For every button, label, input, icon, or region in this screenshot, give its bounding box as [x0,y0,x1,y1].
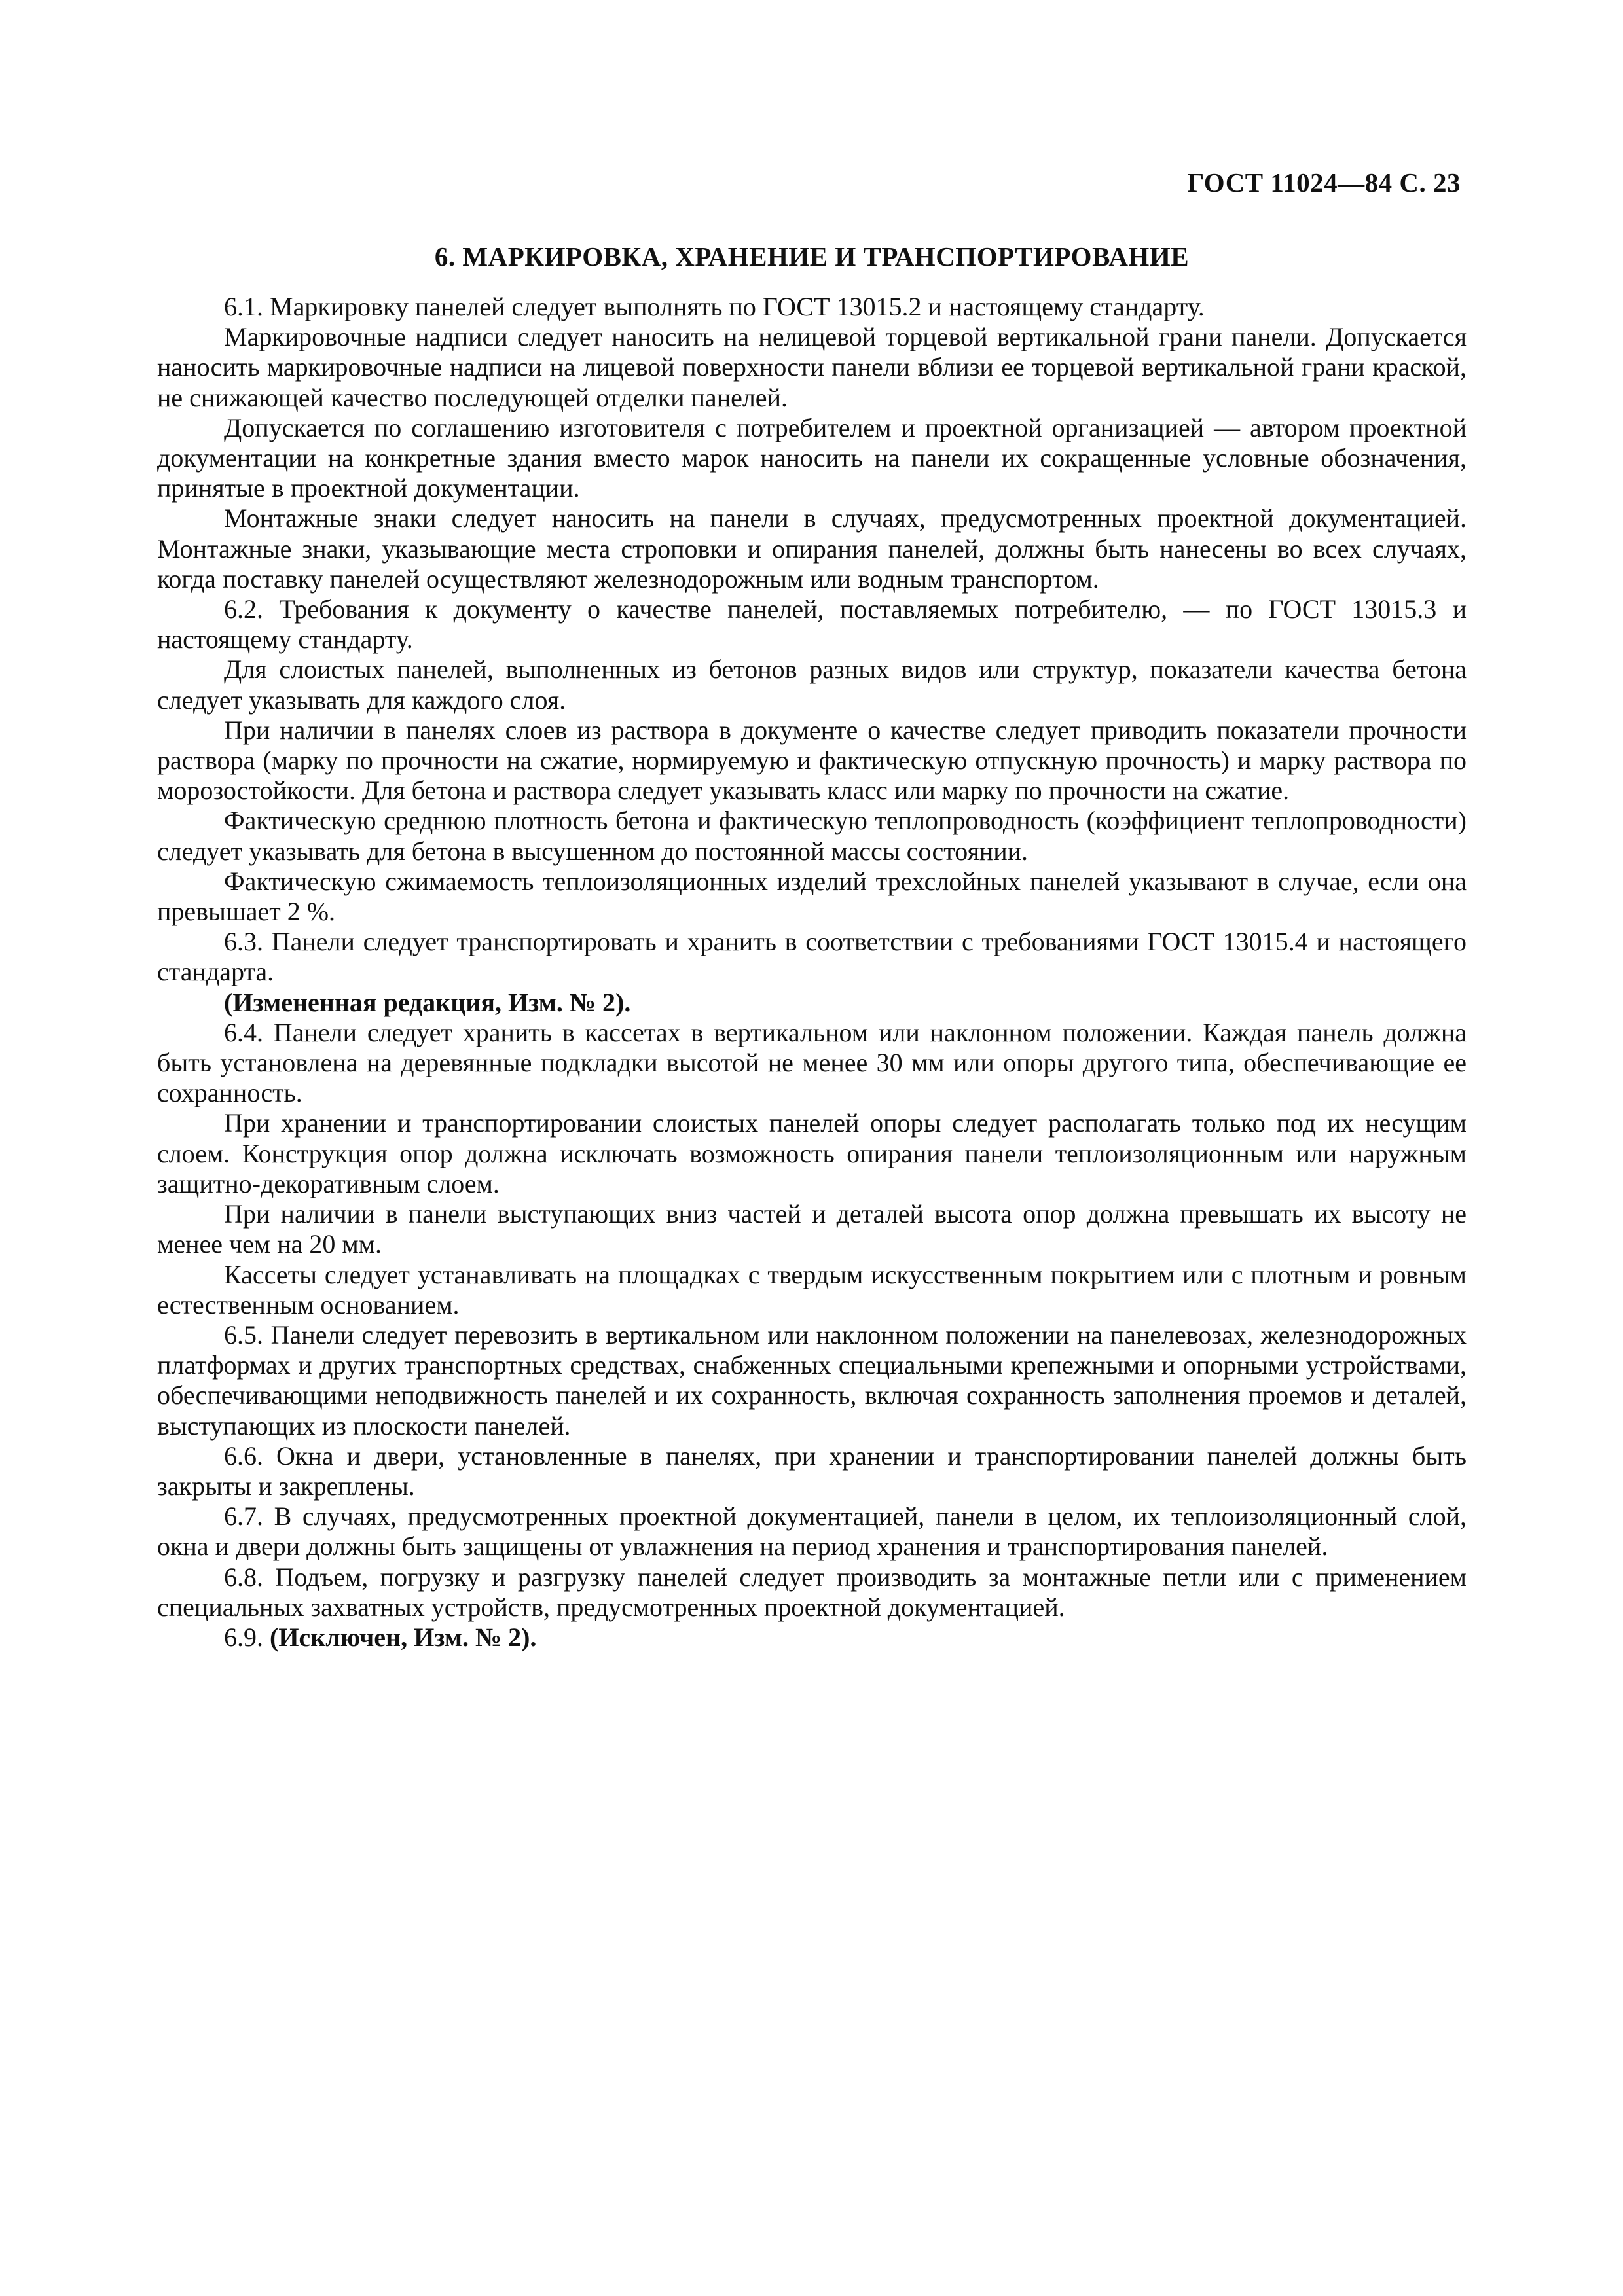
document-body [157,292,1467,1653]
paragraph-6-8: 6.8. Подъем, погрузку и разгрузку панелей следует производить за монтажные петли или с применением специальных захватных устройств, предусмотренных проектной документацией. [157,1562,1467,1622]
clause-number: 6.9. [224,1622,263,1652]
excluded-note: (Исключен, Изм. № 2). [270,1622,537,1652]
paragraph: Монтажные знаки следует наносить на панели в случаях, предусмотренных проектной документацией. Монтажные знаки, указывающие места строповки и опирания панелей, должны быть нанесены во всех случаях, когда поставку панелей осуществляют железнодорожным или водным транспортом. [157,503,1467,594]
paragraph-6-4: 6.4. Панели следует хранить в кассетах в вертикальном или наклонном положении. Каждая панель должна быть установлена на деревянные подкладки высотой не менее 30 мм или опоры другого типа, обеспечивающие ее сохранность. [157,1017,1467,1108]
amendment-note: (Измененная редакция, Изм. № 2). [224,987,631,1017]
paragraph: Кассеты следует устанавливать на площадках с твердым искусственным покрытием или с плотным и ровным естественным основанием. [157,1259,1467,1319]
paragraph: При наличии в панели выступающих вниз частей и деталей высота опор должна превышать их высоту не менее чем на 20 мм. [157,1199,1467,1259]
paragraph: Для слоистых панелей, выполненных из бетонов разных видов или структур, показатели качества бетона следует указывать для каждого слоя. [157,655,1467,715]
paragraph: При хранении и транспортировании слоистых панелей опоры следует располагать только под их несущим слоем. Конструкция опор должна исключать возможность опирания панели теплоизоляционным или наружным защитно-декоративным слоем. [157,1108,1467,1198]
section-title: 6. МАРКИРОВКА, ХРАНЕНИЕ И ТРАНСПОРТИРОВАНИЕ [434,242,1190,272]
paragraph: Маркировочные надписи следует наносить на нелицевой торцевой вертикальной грани панели. Допускается наносить маркировочные надписи на лицевой поверхности панели вблизи ее торцевой вертикальной грани краской, не снижающей качество последующей отделки панелей. [157,322,1467,412]
paragraph-6-3: 6.3. Панели следует транспортировать и хранить в соответствии с требованиями ГОСТ 13015.4 и настоящего стандарта. [157,927,1467,987]
paragraph: Фактическую сжимаемость теплоизоляционных изделий трехслойных панелей указывают в случае, если она превышает 2 %. [157,866,1467,927]
paragraph-6-7: 6.7. В случаях, предусмотренных проектной документацией, панели в целом, их теплоизоляционный слой, окна и двери должны быть защищены от увлажнения на период хранения и транспортирования панелей. [157,1501,1467,1562]
paragraph: При наличии в панелях слоев из раствора в документе о качестве следует приводить показатели прочности раствора (марку по прочности на сжатие, нормируемую и фактическую отпускную прочность) и марку раствора по морозостойкости. Для бетона и раствора следует указывать класс или марку по прочности на сжатие. [157,715,1467,806]
paragraph-6-5: 6.5. Панели следует перевозить в вертикальном или наклонном положении на панелевозах, железнодорожных платформах и других транспортных средствах, снабженных специальными крепежными и опорными устройствами, обеспечивающими неподвижность панелей и их сохранность, включая сохранность заполнения проемов и деталей, выступающих из плоскости панелей. [157,1319,1467,1441]
paragraph-6-6: 6.6. Окна и двери, установленные в панелях, при хранении и транспортировании панелей должны быть закрыты и закреплены. [157,1441,1467,1501]
paragraph-6-9 [157,1623,1467,1653]
page-header: ГОСТ 11024—84 С. 23 [1187,168,1461,198]
paragraph: Фактическую среднюю плотность бетона и фактическую теплопроводность (коэффициент теплопроводности) следует указывать для бетона в высушенном до постоянной массы состоянии. [157,806,1467,866]
paragraph-6-1: 6.1. Маркировку панелей следует выполнять по ГОСТ 13015.2 и настоящему стандарту. [224,292,1205,321]
paragraph: Допускается по соглашению изготовителя с потребителем и проектной организацией — автором проектной документации на конкретные здания вместо марок наносить на панели их сокращенные условные обозначения, принятые в проектной документации. [157,412,1467,503]
paragraph-6-2: 6.2. Требования к документу о качестве панелей, поставляемых потребителю, — по ГОСТ 13015.3 и настоящему стандарту. [157,594,1467,655]
